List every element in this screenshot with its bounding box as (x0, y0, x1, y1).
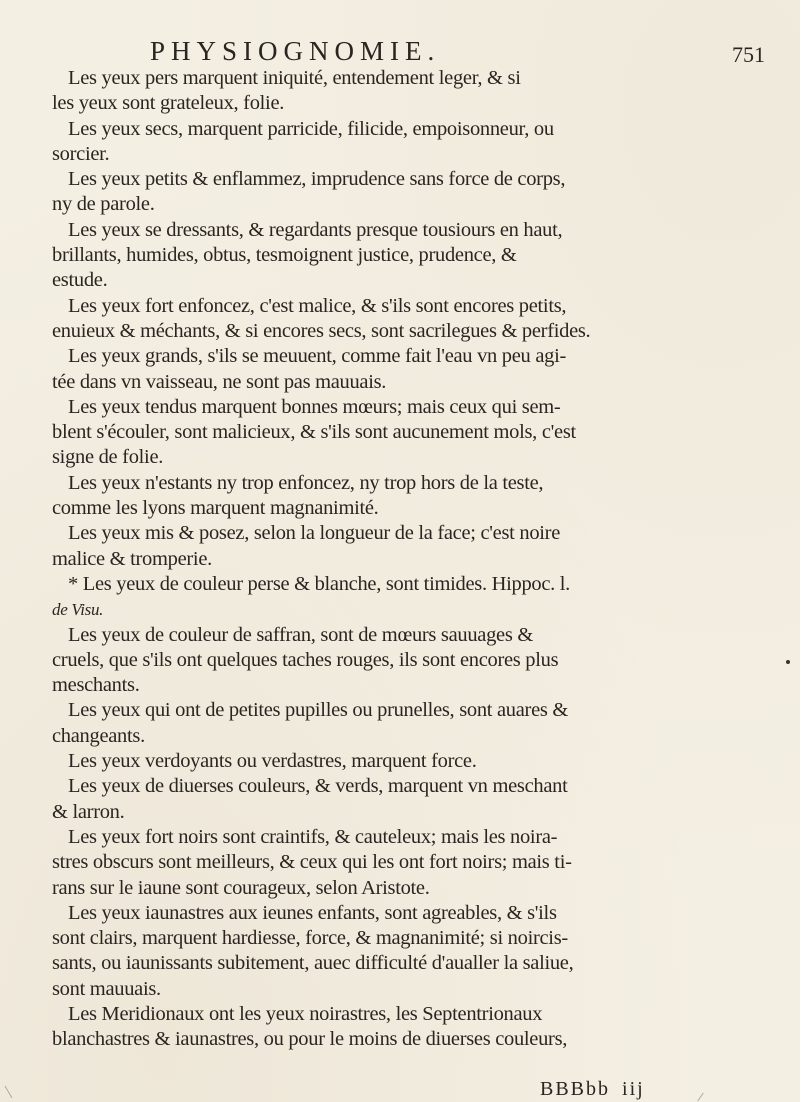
text-line: Les yeux grands, s'ils se meuuent, comme fait l'eau vn peu agi- (68, 345, 566, 368)
page-edge-mark (697, 1093, 704, 1102)
text-line: Les yeux verdoyants ou verdastres, marquent force. (68, 750, 477, 773)
body-text (52, 66, 792, 1053)
text-line: estude. (52, 269, 108, 292)
text-line: Les yeux fort enfoncez, c'est malice, & s'ils sont encores petits, (68, 294, 567, 317)
signature-number: iij (622, 1078, 645, 1100)
text-line: signe de folie. (52, 446, 164, 469)
text-line: blent s'écouler, sont malicieux, & s'ils sont aucunement mols, c'est (52, 421, 576, 444)
text-line: les yeux sont grateleux, folie. (52, 92, 285, 115)
page-edge-mark (5, 1086, 13, 1099)
ink-spot (786, 660, 790, 664)
signature-letters: BBBbb (540, 1078, 611, 1100)
text-line: enuieux & méchants, & si encores secs, sont sacrilegues & perfides. (52, 319, 591, 342)
text-line: Les yeux qui ont de petites pupilles ou prunelles, sont auares & (68, 699, 569, 722)
text-line: rans sur le iaune sont courageux, selon Aristote. (52, 876, 430, 899)
text-line: Les yeux de couleur de saffran, sont de mœurs sauuages & (68, 623, 534, 646)
text-line: sont mauuais. (52, 977, 161, 1000)
text-line: * Les yeux de couleur perse & blanche, sont timides. Hippoc. l. (68, 572, 571, 595)
text-line: & larron. (52, 800, 125, 823)
text-line: cruels, que s'ils ont quelques taches rouges, ils sont encores plus (52, 648, 559, 671)
text-line: comme les lyons marquent magnanimité. (52, 497, 379, 520)
text-line: Les yeux tendus marquent bonnes mœurs; mais ceux qui sem- (68, 395, 561, 418)
text-line: de Visu. (52, 600, 104, 620)
text-line: Les yeux de diuerses couleurs, & verds, marquent vn meschant (68, 775, 568, 798)
text-line: Les yeux se dressants, & regardants presque tousiours en haut, (68, 218, 563, 241)
text-line: sants, ou iaunissants subitement, auec difficulté d'aualler la saliue, (52, 952, 574, 975)
text-line: Les yeux petits & enflammez, imprudence sans force de corps, (68, 168, 566, 191)
text-line: tée dans vn vaisseau, ne sont pas mauuais. (52, 370, 387, 393)
running-head: PHYSIOGNOMIE. (150, 36, 441, 66)
text-line: ny de parole. (52, 193, 155, 216)
page-header (0, 30, 800, 70)
text-line: Les yeux pers marquent iniquité, entendement leger, & si (68, 67, 521, 89)
text-line: Les yeux fort noirs sont craintifs, & cauteleux; mais les noira- (68, 825, 558, 848)
text-line: changeants. (52, 724, 145, 747)
text-line: malice & tromperie. (52, 547, 212, 570)
text-line: Les yeux mis & posez, selon la longueur de la face; c'est noire (68, 522, 560, 545)
text-line: stres obscurs sont meilleurs, & ceux qui les ont fort noirs; mais ti- (52, 851, 572, 874)
text-line: sont clairs, marquent hardiesse, force, & magnanimité; si noircis- (52, 927, 568, 950)
text-line: brillants, humides, obtus, tesmoignent justice, prudence, & (52, 244, 517, 267)
page-number: 751 (732, 42, 765, 67)
text-line: Les Meridionaux ont les yeux noirastres, les Septentrionaux (68, 1002, 543, 1025)
text-line: Les yeux n'estants ny trop enfoncez, ny trop hors de la teste, (68, 471, 544, 494)
text-line: sorcier. (52, 142, 110, 165)
text-line: Les yeux secs, marquent parricide, filicide, empoisonneur, ou (68, 117, 554, 140)
text-line: Les yeux iaunastres aux ieunes enfants, sont agreables, & s'ils (68, 901, 557, 924)
text-line: blanchastres & iaunastres, ou pour le moins de diuerses couleurs, (52, 1028, 568, 1051)
text-line: meschants. (52, 674, 140, 697)
signature-mark (540, 1078, 645, 1101)
